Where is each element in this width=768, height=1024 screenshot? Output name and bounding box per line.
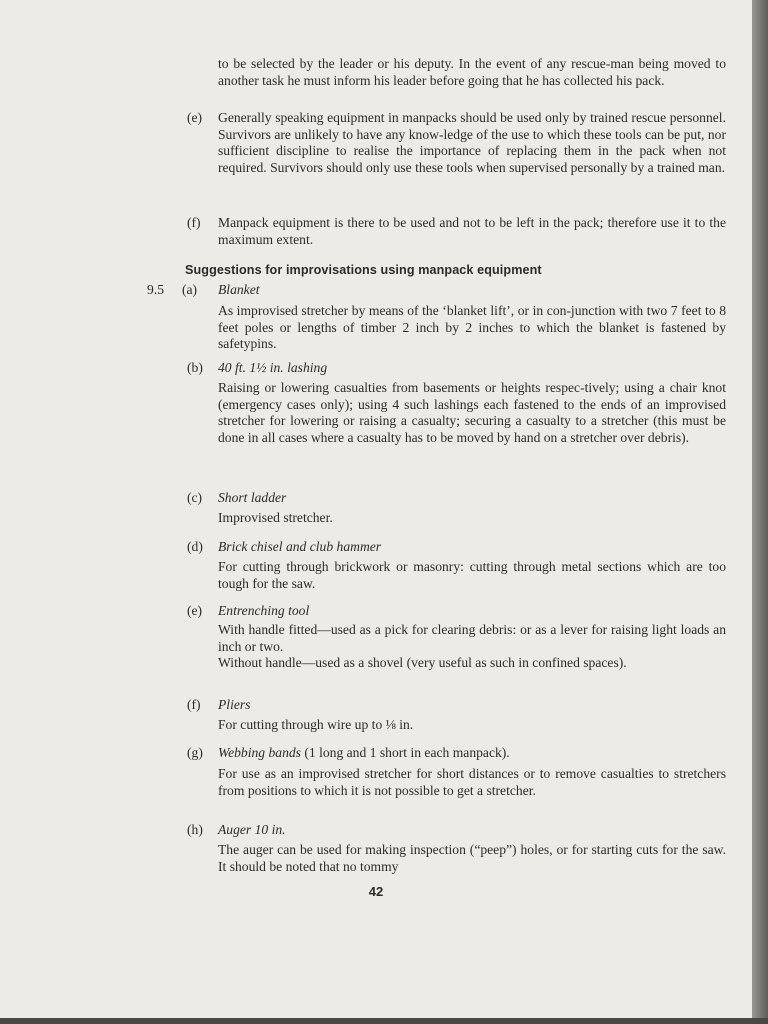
item-body: For use as an improvised stretcher for short distances or to remove casualties to stretchers from positions to which it is not possible to get a stretcher. (218, 766, 726, 798)
item-body: Raising or lowering casualties from basements or heights respec-tively; using a chair knot (emergency cases only); using 4 such lashings each fastened to the ends of an improvised stretcher for lowering or raising a casualty; securing a casualty to a stretcher (this must be done in all cases where a casualty has to be moved by hand on a stretcher over debris). (218, 380, 726, 445)
item-body: Improvised stretcher. (218, 510, 333, 525)
item-title-text: Auger 10 in. (218, 822, 286, 837)
item-body: As improvised stretcher by means of the ‘blanket lift’, or in con-junction with two 7 feet to 8 feet poles or lengths of timber 2 inch by 2 inches to which the blanket is fastened by safetypins. (218, 303, 726, 351)
item-title-text: 40 ft. 1½ in. lashing (218, 360, 328, 375)
item-title (218, 822, 726, 839)
item-title (218, 490, 726, 507)
item-label: (g) (187, 745, 203, 760)
point-label: (e) (187, 110, 203, 125)
page-edge-shadow (752, 0, 768, 1024)
page-number: 42 (368, 884, 384, 899)
item-title (218, 697, 726, 714)
item-body: For cutting through wire up to ⅛ in. (218, 717, 414, 732)
item-body: The auger can be used for making inspection (“peep”) holes, or for starting cuts for the saw. It should be noted that no tommy (218, 842, 726, 874)
item-title-text: Short ladder (218, 490, 287, 505)
point-label: (f) (187, 215, 201, 230)
item-title (218, 603, 726, 620)
intro-paragraph: to be selected by the leader or his deputy. In the event of any rescue-man being moved to another task he must inform his leader before going that he has collected his pack. (218, 56, 726, 88)
page-bottom-shadow (0, 1018, 768, 1024)
item-body: For cutting through brickwork or masonry: cutting through metal sections which are too tough for the saw. (218, 559, 726, 591)
item-label: (h) (187, 822, 203, 837)
item-title-text: Brick chisel and club hammer (218, 539, 382, 554)
section-number: 9.5 (147, 282, 164, 297)
item-title-text: Blanket (218, 282, 260, 297)
item-label: (a) (182, 282, 198, 297)
point-paragraph: Manpack equipment is there to be used and not to be left in the pack; therefore use it to the maximum extent. (218, 215, 726, 247)
item-title (218, 745, 726, 762)
point-paragraph: Generally speaking equipment in manpacks should be used only by trained rescue personnel. Survivors are unlikely to have any know-ledge of the use to which these tools can be put, nor sufficient discipline to realise the importance of replacing them in the pack when not required. Survivors should only use these tools when supervised personally by a trained man. (218, 110, 726, 175)
section-heading: Suggestions for improvisations using manpack equipment (185, 263, 542, 277)
item-label: (d) (187, 539, 203, 554)
item-label: (f) (187, 697, 201, 712)
item-label: (e) (187, 603, 203, 618)
item-title (218, 539, 726, 556)
item-label: (b) (187, 360, 203, 375)
item-title-text: Entrenching tool (218, 603, 310, 618)
item-title (218, 282, 726, 299)
item-title-suffix: (1 long and 1 short in each manpack). (300, 745, 510, 760)
item-title-text: Pliers (218, 697, 251, 712)
item-body: With handle fitted—used as a pick for clearing debris: or as a lever for raising light loads an inch or two. Without handle—used as a shovel (very useful as such in confined spaces). (218, 622, 726, 670)
item-title-text: Webbing bands (218, 745, 301, 760)
item-title (218, 360, 726, 377)
item-label: (c) (187, 490, 203, 505)
